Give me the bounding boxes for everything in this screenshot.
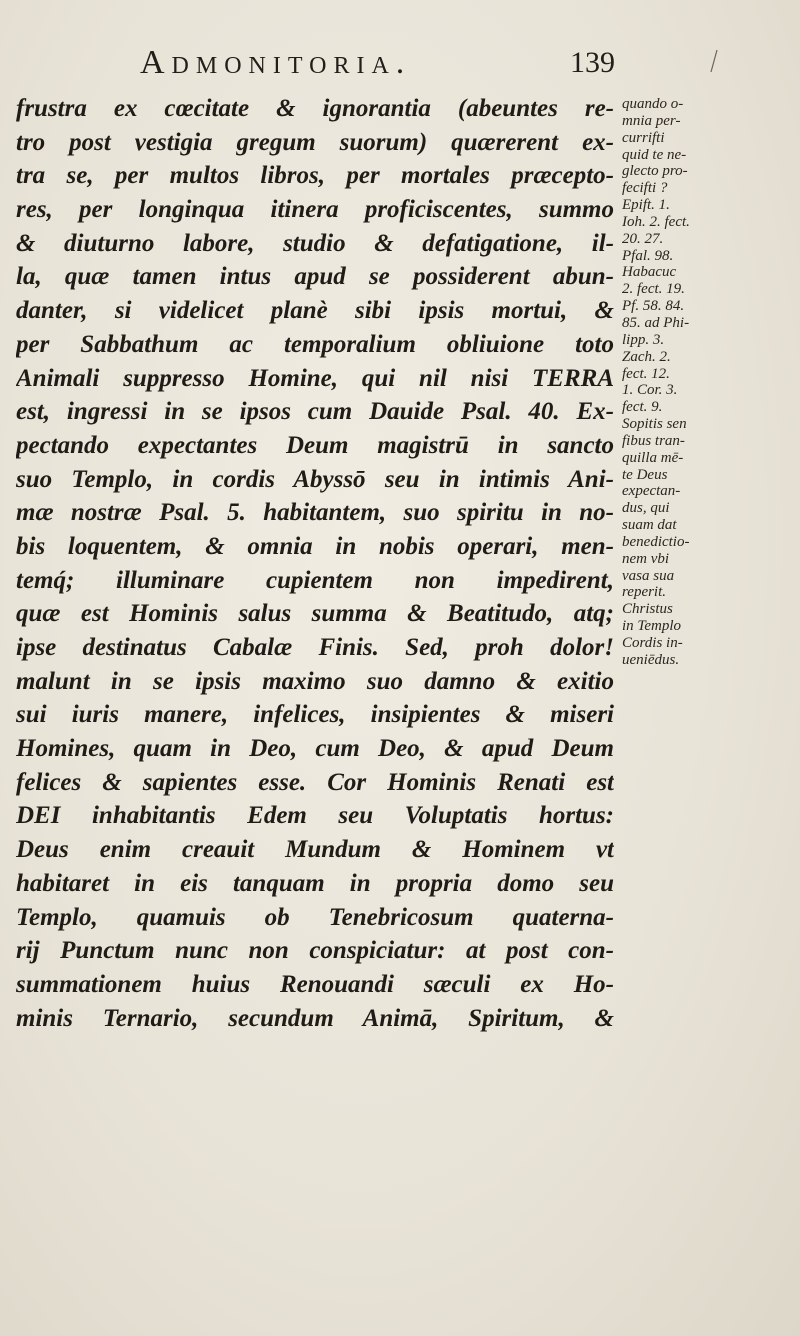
text-line: DEI inhabitantis Edem seu Voluptatis hortus: [16,802,614,830]
margin-note-line: nem vbi [622,550,670,567]
text-line: pectando expectantes Deum magistrū in sancto [16,431,614,459]
text-line: rij Punctum nunc non conspiciatur: at post con- [16,937,614,965]
margin-note-line: fibus tran- [622,432,685,449]
margin-note-line: expectan- [622,483,681,500]
running-title: Admonitoria. [140,44,412,81]
margin-note-line: Habacuc [622,264,677,281]
margin-note-line: dus, qui [622,500,670,517]
margin-note-line: quando o- [622,96,684,112]
margin-note-line: 2. fect. 19. [622,281,685,298]
text-line: danter, si videlicet planè sibi ipsis mortui, & [16,297,614,325]
margin-note-line: in Templo [622,618,682,635]
page-number: 139 [570,46,615,79]
margin-note-line: 20. 27. [622,230,664,247]
margin-note-line: Christus [622,601,673,618]
text-line: tra se, per multos libros, per mortales præcepto- [16,162,614,190]
text-line: mæ nostræ Psal. 5. habitantem, suo spiritu in no- [16,499,614,527]
text-line: minis Ternario, secundum Animā, Spiritum, & [16,1004,614,1032]
ink-mark-decoration [705,48,723,74]
margin-note-line: 1. Cor. 3. [622,382,678,399]
text-line: quæ est Hominis salus summa & Beatitudo, atq; [16,600,614,628]
margin-note-line: suam dat [622,517,677,534]
margin-note-line: lipp. 3. [622,331,665,348]
text-line: Deus enim creauit Mundum & Hominem vt [16,836,614,864]
text-line: Animali suppresso Homine, qui nil nisi TERRA [16,364,614,392]
text-line: felices & sapientes esse. Cor Hominis Renati est [16,768,614,796]
margin-note-line: Sopitis sen [622,416,687,433]
text-line: summationem huius Renouandi sæculi ex Ho- [16,970,614,998]
text-line: frustra ex cœcitate & ignorantia (abeuntes re- [16,95,614,122]
margin-note-line: Epift. 1. [622,197,670,214]
page-header [140,44,740,90]
margin-note-line: fect. 12. [622,365,670,382]
margin-note-line: reperit. [622,584,667,601]
margin-note-line: Zach. 2. [622,348,671,365]
margin-note-line: te Deus [622,466,668,483]
margin-note-line: Pfal. 98. [622,247,674,264]
text-line: temq́; illuminare cupientem non impedirent, [16,566,614,594]
text-line: habitaret in eis tanquam in propria domo seu [16,869,614,897]
text-line: sui iuris manere, infelices, insipientes & miseri [16,701,614,729]
main-text-block [16,92,614,1035]
text-line: la, quæ tamen intus apud se possiderent abun- [16,263,614,291]
margin-note-line: benedictio- [622,533,690,550]
text-line: bis loquentem, & omnia in nobis operari, men- [16,532,614,560]
margin-note-line: fecifti ? [622,180,668,197]
margin-note-line: mnia per- [622,112,681,129]
text-line: Homines, quam in Deo, cum Deo, & apud Deum [16,735,614,763]
text-line: est, ingressi in se ipsos cum Dauide Psal. 40. Ex- [16,398,614,426]
text-line: malunt in se ipsis maximo suo damno & exitio [16,667,614,695]
text-line: Templo, quamuis ob Tenebricosum quaterna- [16,903,614,931]
margin-notes-column [622,96,794,669]
margin-note-line: Pf. 58. 84. [622,298,685,315]
margin-note-line: Ioh. 2. fect. [622,213,690,230]
margin-note-line: Cordis in- [622,635,683,651]
text-line: tro post vestigia gregum suorum) quærerent ex- [16,128,614,156]
text-line: ipse destinatus Cabalæ Finis. Sed, proh dolor! [16,634,614,661]
margin-note-line: quilla mē- [622,449,684,466]
margin-note-line: quid te ne- [622,146,687,163]
text-line: res, per longinqua itinera proficiscentes, summo [16,196,614,224]
margin-note-line: ueniēdus. [622,651,680,668]
margin-note-line: 85. ad Phi- [622,314,690,331]
margin-note-line: glecto pro- [622,163,688,180]
text-line: per Sabbathum ac temporalium obliuione toto [16,330,614,358]
margin-note-line: vasa sua [622,567,675,584]
text-line: & diuturno labore, studio & defatigatione, il- [16,229,614,257]
text-line: suo Templo, in cordis Abyssō seu in intimis Ani- [16,465,614,493]
margin-note-line: currifti [622,129,665,146]
margin-note-line: fect. 9. [622,399,663,416]
